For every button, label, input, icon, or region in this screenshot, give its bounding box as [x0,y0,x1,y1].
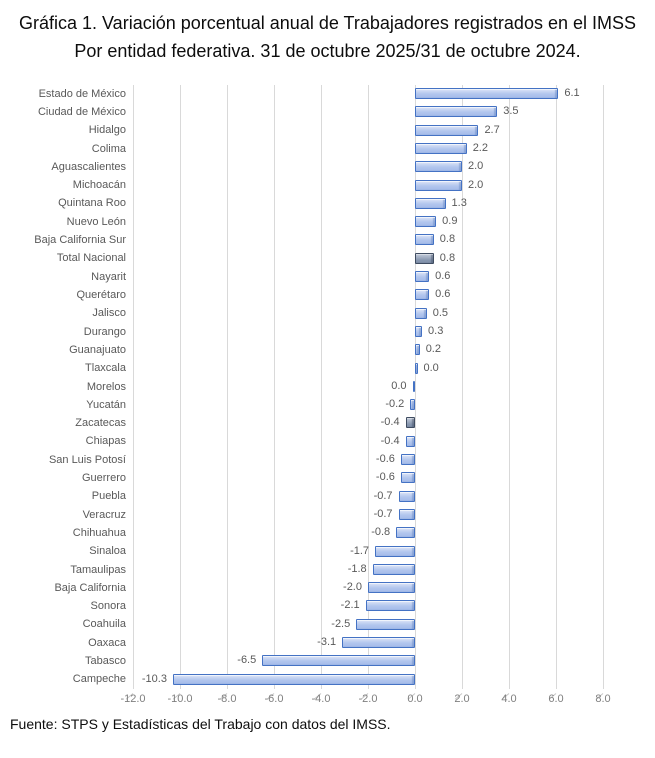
value-label: -0.2 [385,398,405,411]
category-label: Michoacán [72,179,126,192]
bar [396,527,415,538]
value-label: -3.1 [317,636,337,649]
bar [415,271,429,282]
bar [415,363,418,374]
category-label: Tlaxcala [85,362,126,375]
gridline [321,85,322,689]
bar [415,216,436,227]
value-label: -0.4 [380,416,400,429]
category-label: Nayarit [91,270,126,283]
category-label: Tamaulipas [70,563,126,576]
category-label: Sonora [90,600,126,613]
x-tick-label: 8.0 [595,693,611,705]
bar [415,234,434,245]
category-axis [0,85,126,689]
category-label: Hidalgo [88,124,126,137]
bar [415,308,427,319]
category-label: Aguascalientes [51,160,126,173]
category-label: Colima [91,142,126,155]
x-tick-label: 0.0 [407,693,423,705]
chart-title [0,9,655,65]
bar [415,125,478,136]
category-label: Coahuila [82,618,126,631]
value-label: 2.2 [472,141,488,154]
source-note: Fuente: STPS y Estadísticas del Trabajo con datos del IMSS. [10,716,391,732]
category-label: Ciudad de México [37,105,126,118]
category-label: Sinaloa [89,545,126,558]
category-label: Yucatán [86,398,126,411]
x-tick-label: -2.0 [358,693,378,705]
value-label: -0.7 [373,489,393,502]
category-label: Quintana Roo [58,197,126,210]
bar [415,253,434,264]
category-label: Jalisco [92,307,126,320]
category-label: Baja California [54,581,126,594]
bar [415,106,497,117]
category-label: Querétaro [76,288,126,301]
x-tick-label: 2.0 [454,693,470,705]
value-label: -0.8 [371,526,391,539]
category-label: Chihuahua [72,526,126,539]
bar [415,198,446,209]
x-axis [120,693,611,709]
value-label: -0.4 [380,434,400,447]
x-tick-label: -6.0 [264,693,284,705]
gridline [227,85,228,689]
value-label: 0.6 [435,270,451,283]
category-label: Oaxaca [88,636,126,649]
category-label: Chiapas [85,435,126,448]
bar-chart [0,85,655,710]
bar [262,655,415,666]
category-label: Baja California Sur [34,234,126,247]
value-label: -1.7 [350,544,370,557]
value-label: -2.1 [340,599,360,612]
value-label: -0.6 [375,453,395,466]
gridline [368,85,369,689]
bar [415,143,467,154]
bar [410,399,415,410]
bar [342,637,415,648]
category-label: Durango [83,325,126,338]
value-label: 0.0 [423,361,439,374]
bar [406,436,415,447]
value-label: 6.1 [564,87,580,99]
value-label: 3.5 [503,105,519,118]
value-label: 0.3 [428,324,444,337]
bar [406,417,415,428]
plot-area [133,85,603,689]
category-label: San Luis Potosí [48,453,126,466]
gridline [133,85,134,689]
value-label: -6.5 [237,654,257,667]
value-label: 2.7 [484,123,500,136]
category-label: Estado de México [38,87,126,100]
gridline [415,85,416,689]
bar [366,600,415,611]
x-tick-label: -10.0 [167,693,193,705]
bar [415,161,462,172]
value-label: 2.0 [468,178,484,191]
value-label: -1.8 [347,562,367,575]
value-label: 0.5 [432,306,449,319]
x-tick-label: -4.0 [311,693,331,705]
value-label: 0.8 [439,233,456,246]
bar [415,289,429,300]
bar [401,472,415,483]
value-label: 0.6 [435,288,451,301]
gridline [556,85,557,689]
value-label: 1.3 [451,196,467,209]
gridline [180,85,181,689]
gridline [274,85,275,689]
bar [173,674,415,685]
category-label: Guerrero [81,472,126,484]
category-label: Morelos [86,380,126,393]
value-label: 0.2 [425,343,441,356]
value-label: 0.9 [442,215,458,228]
bar [399,509,415,520]
value-label: 0.8 [439,251,456,264]
bar [373,564,415,575]
x-tick-label: -12.0 [120,693,146,705]
bar [375,546,415,557]
category-label: Tabasco [85,655,126,668]
bar [415,344,420,355]
value-label: -10.3 [141,672,167,685]
bar [415,88,558,99]
gridline [509,85,510,689]
bar [415,180,462,191]
gridline [603,85,604,689]
value-label: -2.5 [331,617,351,630]
value-label: -0.7 [373,507,393,520]
category-label: Veracruz [82,508,126,521]
bar [415,326,422,337]
bar [399,491,415,502]
category-label: Guanajuato [69,343,126,356]
value-label: 0.0 [391,379,407,392]
value-label: 2.0 [468,160,484,173]
x-tick-label: 4.0 [501,693,517,705]
gridline [462,85,463,689]
bar [356,619,415,630]
chart-title-line2: Por entidad federativa. 31 de octubre 2025/31 de octubre 2024. [74,41,581,61]
category-label: Puebla [91,490,126,503]
value-label: -0.6 [375,471,395,484]
value-label: -2.0 [343,581,362,594]
category-label: Campeche [72,673,126,686]
chart-title-line1: Gráfica 1. Variación porcentual anual de Trabajadores registrados en el IMSS [18,13,636,33]
category-label: Total Nacional [56,252,126,265]
category-label: Zacatecas [75,417,126,430]
category-label: Nuevo León [66,215,126,228]
bar [413,381,416,392]
bar [368,582,415,593]
x-tick-label: 6.0 [548,693,564,705]
bar [401,454,415,465]
x-tick-label: -8.0 [217,693,237,705]
